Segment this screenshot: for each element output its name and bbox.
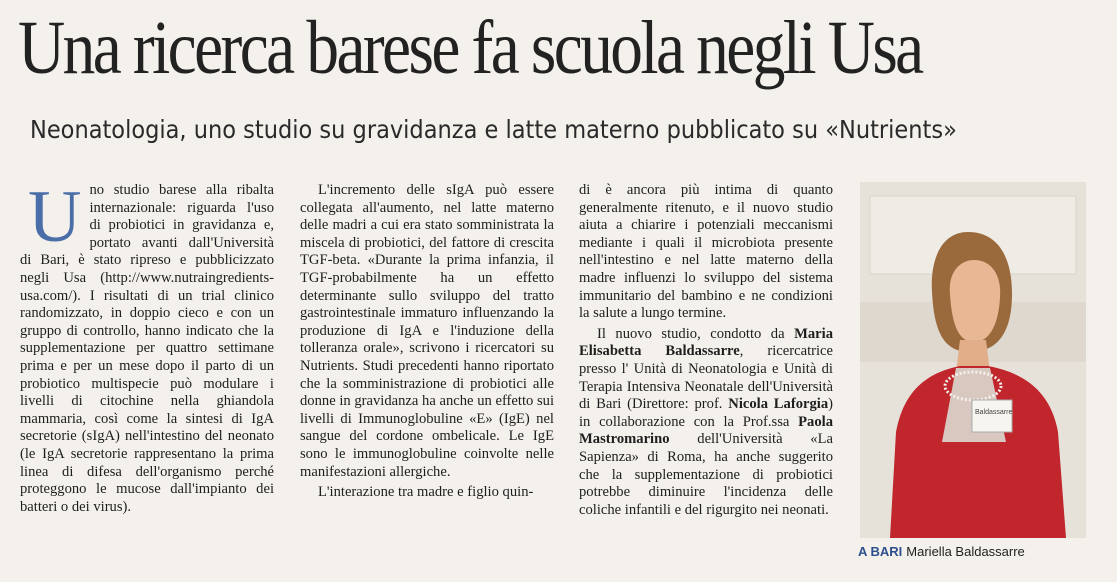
column-1-paragraph: [20, 176, 274, 516]
collaborator-name: Paola Mastromarino: [579, 413, 833, 448]
article-column-1: [20, 176, 274, 516]
dropcap-letter: U: [28, 176, 82, 258]
column-3-paragraph-2: [579, 326, 833, 520]
portrait-illustration: [860, 182, 1086, 538]
p2-text-d: dell'Università «La Sapienza» di Roma, ha anche suggerito che la supplementazione di probiotici potrebbe diminuire l'incidenza delle coliche infantili e del rigurgito nei neonati.: [579, 431, 833, 518]
column-1-text: no studio barese alla ribalta internazionale: riguarda l'uso di probiotici in gravidanza e, portato avanti dall'Università di Bari, è stato ripreso e pubblicizzato negli Usa (http://www.nutraingredients-usa.com/). I risultati di un trial clinico randomizzato, in doppio cieco e con un gruppo di controllo, hanno indicato che la supplementazione per quattro settimane prima e per un mese dopo il parto di un probiotico multispecie può modulare i livelli di citochine nella ghiandola mammaria, così come la sintesi di IgA secretorie (sIgA) nell'intestino del neonato (le IgA secretorie rappresentano la prima linea di difesa dell'organismo perché proteggono le mucose dall'impianto dei batteri o dei virus).: [20, 182, 274, 515]
photo-caption: [858, 544, 1098, 560]
p2-text-c: ) in collaborazione con la Prof.ssa: [579, 396, 833, 430]
column-2-paragraph-2: L'interazione tra madre e figlio quin-: [318, 484, 534, 501]
portrait-photo: [860, 182, 1086, 538]
caption-name: Mariella Baldassarre: [906, 544, 1025, 559]
subheadline: Neonatologia, uno studio su gravidanza e latte materno pubblicato su «Nutrients»: [30, 115, 957, 144]
headline: Una ricerca barese fa scuola negli Usa: [18, 6, 922, 90]
column-2-paragraph-1: L'incremento delle sIgA può essere collegata all'aumento, nel latte materno delle madri a cui era stato somministrata la miscela di probiotici, del fattore di crescita TGF-beta. «Durante la prima infanzia, il TGF-probabilmente ha un effetto determinante sullo sviluppo del tratto gastrointestinale immaturo influenzando la produzione di IgA e l'induzione della tolleranza orale», scrivono i ricercatori su Nutrients. Studi precedenti hanno riportato che la somministrazione di probiotici alle donne in gravidanza ha anche un effetto sui livelli di Immunoglobuline «E» (IgE) nel sangue del cordone ombelicale. Le IgE sono le immunoglobuline coinvolte nelle manifestazioni allergiche.: [300, 182, 554, 480]
researcher-name: Maria Elisabetta Baldassarre: [579, 325, 833, 360]
article-column-3: [579, 182, 833, 519]
p2-text-b: , ricercatrice presso l' Unità di Neonatologia e Unità di Terapia Intensiva Neonatale dell'Università di Bari (Direttore: prof.: [579, 343, 833, 413]
article-column-2: [300, 182, 554, 502]
column-3-paragraph-1: di è ancora più intima di quanto generalmente ritenuto, e il nuovo studio aiuta a chiarire i potenziali meccanismi mediante i quali il microbiota presente nell'intestino e nel latte materno della madre influenzi lo sviluppo del sistema immunitario del bambino e ne condizioni la salute a lungo termine.: [579, 182, 833, 322]
director-name: Nicola Laforgia: [728, 396, 829, 413]
p2-text-a: Il nuovo studio, condotto da: [597, 325, 795, 342]
badge-text: Baldassarre: [975, 409, 1013, 416]
caption-place: A BARI: [858, 544, 903, 559]
